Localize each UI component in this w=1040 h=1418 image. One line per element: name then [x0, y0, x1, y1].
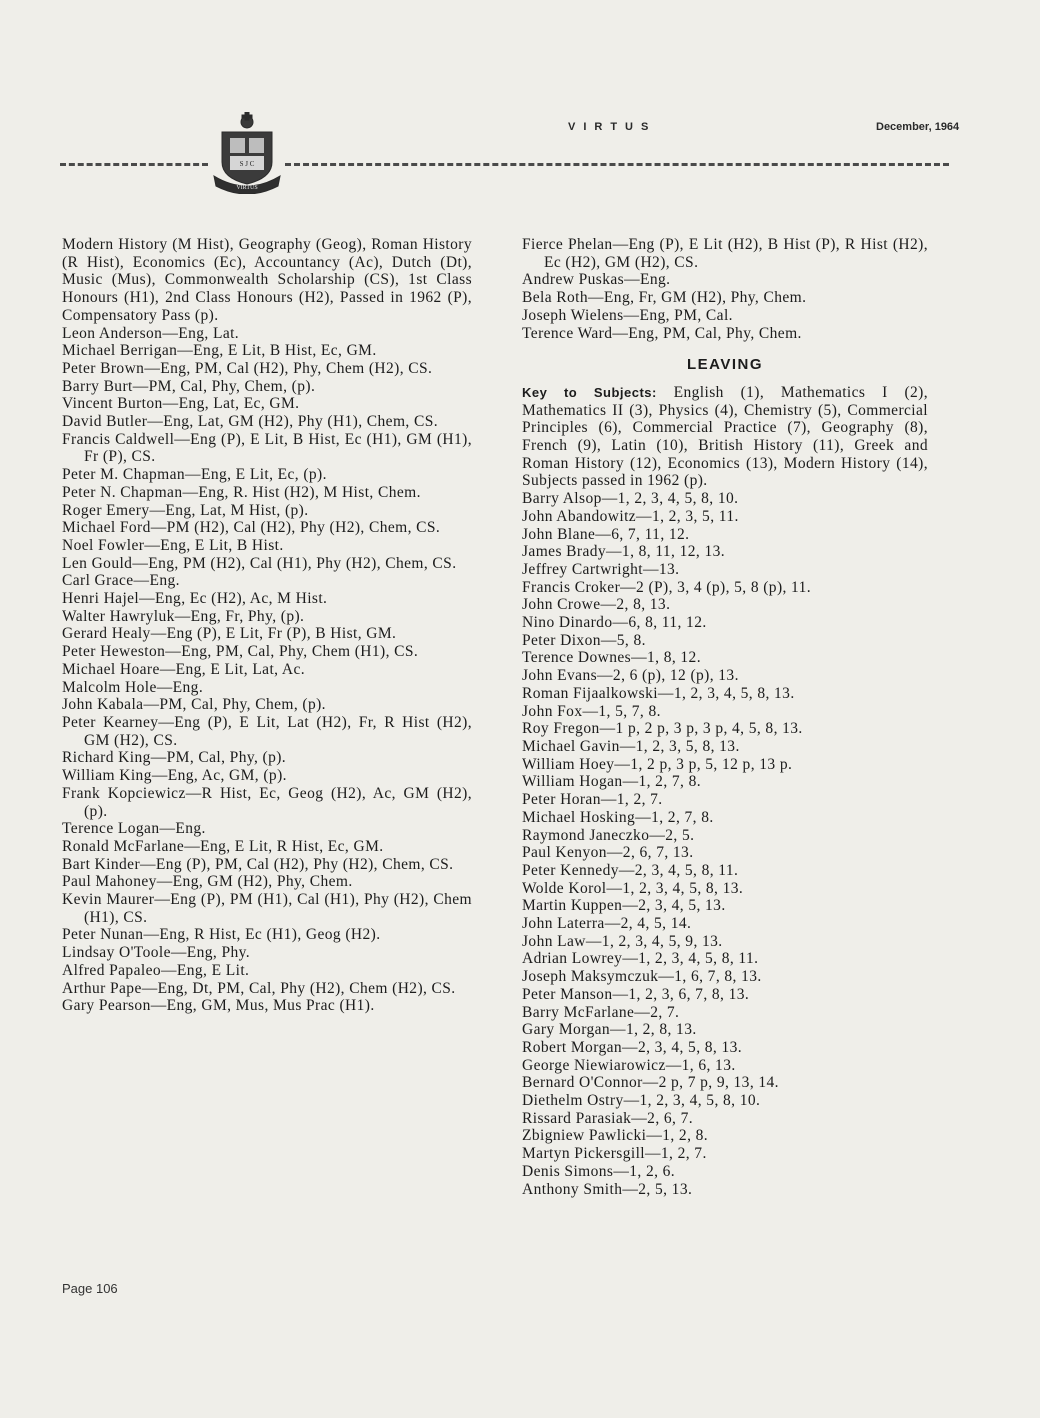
list-item: Michael Ford—PM (H2), Cal (H2), Phy (H2), Chem, CS.: [62, 519, 441, 537]
list-item: Kevin Maurer—Eng (P), PM (H1), Cal (H1), Phy (H2), Chem (H1), CS.: [62, 891, 472, 926]
list-item: John Evans—2, 6 (p), 12 (p), 13.: [522, 667, 739, 685]
list-item: Raymond Janeczko—2, 5.: [522, 826, 695, 844]
svg-text:S J C: S J C: [239, 160, 255, 168]
list-item: William Hogan—1, 2, 7, 8.: [522, 773, 701, 791]
list-item: Len Gould—Eng, PM (H2), Cal (H1), Phy (H2), Chem, CS.: [62, 554, 457, 572]
list-item: Terence Logan—Eng.: [62, 820, 206, 838]
section-heading: LEAVING: [686, 356, 764, 374]
list-item: Diethelm Ostry—1, 2, 3, 4, 5, 8, 10.: [522, 1092, 761, 1110]
results-list-continued: [522, 236, 928, 342]
list-item: Walter Hawryluk—Eng, Fr, Phy, (p).: [62, 607, 305, 625]
list-item: Vincent Burton—Eng, Lat, Ec, GM.: [62, 395, 300, 413]
list-item: George Niewiarowicz—1, 6, 13.: [522, 1056, 736, 1074]
list-item: Bernard O'Connor—2 p, 7 p, 9, 13, 14.: [522, 1074, 779, 1092]
list-item: Barry Alsop—1, 2, 3, 4, 5, 8, 10.: [522, 490, 739, 508]
list-item: John Fox—1, 5, 7, 8.: [522, 702, 661, 720]
subjects-key: [522, 384, 928, 490]
list-item: Martin Kuppen—2, 3, 4, 5, 13.: [522, 897, 726, 915]
list-item: Joseph Maksymczuk—1, 6, 7, 8, 13.: [522, 968, 762, 986]
results-list: [62, 325, 472, 1015]
list-item: Bart Kinder—Eng (P), PM, Cal (H2), Phy (H2), Chem, CS.: [62, 855, 454, 873]
list-item: Peter Dixon—5, 8.: [522, 631, 646, 649]
list-item: Gary Morgan—1, 2, 8, 13.: [522, 1021, 697, 1039]
list-item: Henri Hajel—Eng, Ec (H2), Ac, M Hist.: [62, 590, 328, 608]
school-crest-icon: [208, 112, 286, 194]
list-item: Noel Fowler—Eng, E Lit, B Hist.: [62, 536, 284, 554]
list-item: Denis Simons—1, 2, 6.: [522, 1162, 676, 1180]
page-header: [0, 0, 1040, 200]
list-item: Peter M. Chapman—Eng, E Lit, Ec, (p).: [62, 466, 327, 484]
list-item: Terence Downes—1, 8, 12.: [522, 649, 701, 667]
list-item: William Hoey—1, 2 p, 3 p, 5, 12 p, 13 p.: [522, 755, 793, 773]
abbreviations-key: Modern History (M Hist), Geography (Geog), Roman History (R Hist), Economics (Ec), Accountancy (Ac), Dutch (Dt), Music (Mus), Commonwealth Scholarship (CS), 1st Class Honours (H1), 2nd Class Honours (H2), Passed in 1962 (P), Compensatory Pass (p).: [62, 236, 472, 324]
list-item: Wolde Korol—1, 2, 3, 4, 5, 8, 13.: [522, 879, 744, 897]
list-item: Gerard Healy—Eng (P), E Lit, Fr (P), B Hist, GM.: [62, 625, 397, 643]
list-item: John Crowe—2, 8, 13.: [522, 596, 671, 614]
list-item: Roman Fijaalkowski—1, 2, 3, 4, 5, 8, 13.: [522, 684, 795, 702]
list-item: John Abandowitz—1, 2, 3, 5, 11.: [522, 507, 739, 525]
list-item: Barry Burt—PM, Cal, Phy, Chem, (p).: [62, 377, 316, 395]
list-item: Lindsay O'Toole—Eng, Phy.: [62, 944, 251, 962]
list-item: Gary Pearson—Eng, GM, Mus, Mus Prac (H1).: [62, 997, 375, 1015]
header-rule-right: [285, 163, 949, 166]
list-item: Michael Hoare—Eng, E Lit, Lat, Ac.: [62, 660, 306, 678]
list-item: Paul Mahoney—Eng, GM (H2), Phy, Chem.: [62, 873, 353, 891]
list-item: Terence Ward—Eng, PM, Cal, Phy, Chem.: [522, 324, 802, 342]
list-item: Francis Croker—2 (P), 3, 4 (p), 5, 8 (p), 11.: [522, 578, 812, 596]
issue-date: December, 1964: [876, 121, 960, 133]
list-item: Peter N. Chapman—Eng, R. Hist (H2), M Hist, Chem.: [62, 483, 421, 501]
list-item: Malcolm Hole—Eng.: [62, 678, 204, 696]
list-item: Peter Manson—1, 2, 3, 6, 7, 8, 13.: [522, 985, 750, 1003]
svg-text:VIRTUS: VIRTUS: [236, 185, 258, 191]
list-item: Roy Fregon—1 p, 2 p, 3 p, 3 p, 4, 5, 8, 13.: [522, 720, 803, 738]
list-item: Michael Berrigan—Eng, E Lit, B Hist, Ec, GM.: [62, 342, 377, 360]
list-item: Peter Kearney—Eng (P), E Lit, Lat (H2), Fr, R Hist (H2), GM (H2), CS.: [62, 713, 472, 749]
list-item: Anthony Smith—2, 5, 13.: [522, 1180, 693, 1198]
list-item: Zbigniew Pawlicki—1, 2, 8.: [522, 1127, 709, 1145]
list-item: Alfred Papaleo—Eng, E Lit.: [62, 961, 250, 979]
list-item: Joseph Wielens—Eng, PM, Cal.: [522, 306, 733, 324]
list-item: Adrian Lowrey—1, 2, 3, 4, 5, 8, 11.: [522, 950, 759, 968]
list-item: Leon Anderson—Eng, Lat.: [62, 324, 240, 342]
list-item: Peter Horan—1, 2, 7.: [522, 791, 663, 809]
list-item: Peter Nunan—Eng, R Hist, Ec (H1), Geog (H2).: [62, 926, 381, 944]
list-item: Fierce Phelan—Eng (P), E Lit (H2), B Hist (P), R Hist (H2), Ec (H2), GM (H2), CS.: [522, 236, 928, 271]
header-rule-left: [60, 163, 208, 166]
list-item: Richard King—PM, Cal, Phy, (p).: [62, 749, 287, 767]
list-item: John Kabala—PM, Cal, Phy, Chem, (p).: [62, 696, 326, 714]
subjects-key-text: English (1), Mathematics I (2), Mathematics II (3), Physics (4), Chemistry (5), Commercial Principles (6), Commercial Practice (7), Geography (8), French (9), Latin (10), British History (11), Greek and Roman History (12), Economics (13), Modern History (14), Subjects passed in 1962 (p).: [522, 383, 929, 490]
list-item: Michael Hosking—1, 2, 7, 8.: [522, 808, 714, 826]
list-item: Robert Morgan—2, 3, 4, 5, 8, 13.: [522, 1038, 743, 1056]
list-item: David Butler—Eng, Lat, GM (H2), Phy (H1), Chem, CS.: [62, 413, 439, 431]
left-column: [62, 236, 472, 1015]
list-item: Arthur Pape—Eng, Dt, PM, Cal, Phy (H2), Chem (H2), CS.: [62, 979, 456, 997]
subjects-key-label: Key to Subjects:: [522, 384, 657, 400]
leaving-results-list: [522, 490, 928, 1198]
right-column: [522, 236, 928, 1198]
list-item: Andrew Puskas—Eng.: [522, 271, 671, 289]
list-item: Bela Roth—Eng, Fr, GM (H2), Phy, Chem.: [522, 289, 807, 307]
list-item: John Laterra—2, 4, 5, 14.: [522, 915, 692, 933]
list-item: William King—Eng, Ac, GM, (p).: [62, 767, 287, 785]
list-item: Barry McFarlane—2, 7.: [522, 1003, 680, 1021]
list-item: Frank Kopciewicz—R Hist, Ec, Geog (H2), Ac, GM (H2), (p).: [62, 784, 472, 820]
list-item: Carl Grace—Eng.: [62, 572, 180, 590]
list-item: Ronald McFarlane—Eng, E Lit, R Hist, Ec, GM.: [62, 837, 384, 855]
list-item: Rissard Parasiak—2, 6, 7.: [522, 1109, 694, 1127]
list-item: Michael Gavin—1, 2, 3, 5, 8, 13.: [522, 737, 740, 755]
list-item: Jeffrey Cartwright—13.: [522, 560, 680, 578]
list-item: Nino Dinardo—6, 8, 11, 12.: [522, 614, 707, 632]
list-item: John Blane—6, 7, 11, 12.: [522, 525, 690, 543]
list-item: Paul Kenyon—2, 6, 7, 13.: [522, 844, 694, 862]
list-item: Peter Brown—Eng, PM, Cal (H2), Phy, Chem (H2), CS.: [62, 359, 433, 377]
list-item: Peter Heweston—Eng, PM, Cal, Phy, Chem (H1), CS.: [62, 643, 419, 661]
list-item: Peter Kennedy—2, 3, 4, 5, 8, 11.: [522, 861, 739, 879]
magazine-title: VIRTUS: [568, 121, 657, 133]
list-item: James Brady—1, 8, 11, 12, 13.: [522, 543, 726, 561]
list-item: Martyn Pickersgill—1, 2, 7.: [522, 1145, 707, 1163]
page-number: Page 106: [62, 1281, 118, 1296]
list-item: John Law—1, 2, 3, 4, 5, 9, 13.: [522, 932, 723, 950]
list-item: Roger Emery—Eng, Lat, M Hist, (p).: [62, 501, 309, 519]
list-item: Francis Caldwell—Eng (P), E Lit, B Hist, Ec (H1), GM (H1), Fr (P), CS.: [62, 430, 472, 466]
